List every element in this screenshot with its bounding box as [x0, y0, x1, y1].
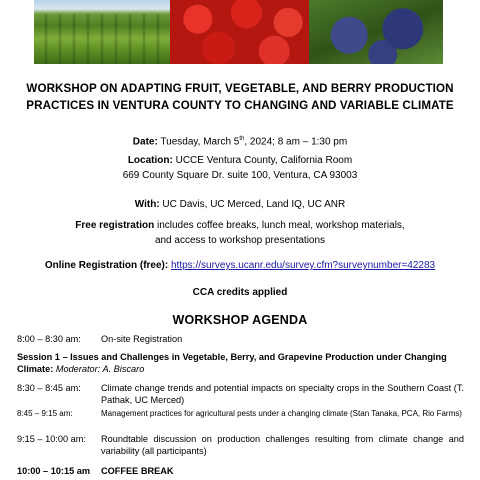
location-block	[0, 153, 480, 183]
workshop-title	[0, 80, 480, 114]
grapes-image	[309, 0, 443, 64]
lettuce-field-image	[34, 0, 170, 64]
date-day: Tuesday, March 5	[160, 136, 240, 148]
agenda-time: 9:15 – 10:00 am:	[17, 434, 86, 444]
location-line-1: UCCE Ventura County, California Room	[175, 155, 353, 166]
agenda-desc: Climate change trends and potential impacts on specialty crops in the Southern Coast (T. Pathak, UC Merced)	[101, 383, 464, 405]
agenda-title: WORKSHOP AGENDA	[172, 313, 308, 327]
free-label: Free registration	[75, 220, 155, 231]
date-label: Date:	[132, 136, 158, 148]
strawberries-image	[170, 0, 309, 64]
with-text: UC Davis, UC Merced, Land IQ, UC ANR	[162, 199, 346, 210]
agenda-time: 8:45 – 9:15 am:	[17, 409, 73, 418]
location-line-2: 669 County Square Dr. suite 100, Ventura, CA 93003	[122, 170, 358, 181]
location-label: Location:	[127, 155, 173, 166]
free-registration-block	[0, 218, 480, 248]
agenda-desc: On-site Registration	[101, 334, 183, 344]
session-1-moderator: Moderator: A. Biscaro	[55, 363, 145, 374]
registration-link[interactable]: https://surveys.ucanr.edu/survey.cfm?surveynumber=42283	[171, 260, 436, 271]
date-line	[0, 132, 480, 149]
session-1-heading	[17, 352, 464, 375]
agenda-time: 8:30 – 8:45 am:	[17, 383, 81, 393]
with-line	[0, 197, 480, 212]
agenda-time: 10:00 – 10:15 am	[17, 466, 91, 476]
date-suffix: th	[239, 136, 245, 142]
online-registration-line	[0, 258, 480, 273]
date-rest: , 2024; 8 am – 1:30 pm	[244, 136, 348, 148]
with-label: With:	[134, 199, 160, 210]
session-1-title: Session 1 – Issues and Challenges in Vegetable, Berry, and Grapevine Production under Changing Climate:	[17, 352, 447, 374]
agenda-desc: Roundtable discussion on production challenges resulting from climate change and variability (all participants)	[101, 434, 464, 456]
free-line-1: includes coffee breaks, lunch meal, workshop materials,	[154, 220, 405, 231]
agenda-time: 8:00 – 8:30 am:	[17, 334, 81, 344]
agenda-desc: Management practices for agricultural pests under a changing climate (Stan Tanaka, PCA, Rio Farms)	[101, 409, 462, 418]
free-line-2: and access to workshop presentations	[154, 235, 326, 246]
cca-credits: CCA credits applied	[192, 287, 288, 298]
agenda-desc: COFFEE BREAK	[101, 466, 174, 476]
title-line-1: WORKSHOP ON ADAPTING FRUIT, VEGETABLE, AND BERRY PRODUCTION	[26, 82, 454, 95]
header-banner	[34, 0, 443, 64]
online-label: Online Registration (free):	[44, 260, 169, 271]
title-line-2: PRACTICES IN VENTURA COUNTY TO CHANGING AND VARIABLE CLIMATE	[26, 99, 454, 112]
